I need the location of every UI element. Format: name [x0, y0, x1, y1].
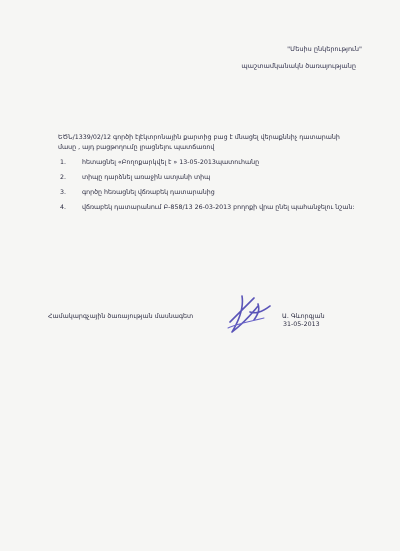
- header-recipient: պաշտամկանակն ծառայությանը: [241, 62, 356, 70]
- handwritten-signature: [224, 292, 276, 336]
- list-item-text: տիպը դարձնել առաջին ատյանի տիպ: [82, 174, 211, 181]
- request-list: [60, 158, 360, 218]
- signer-role: Համակարգչային ծառայության մասնագետ: [48, 313, 194, 320]
- header-company: "Մեսիս ընկերություն": [287, 45, 362, 53]
- list-item-text: հետացնել «Բողոքարկվել է » 13-05-2013պատուհանը: [82, 159, 260, 166]
- list-item-text: գործը հեռացնել վճռաբեկ դատարանից: [82, 189, 215, 196]
- list-item: [60, 173, 360, 183]
- intro-paragraph: ԵԾՆ/1339/02/12 գործի էլէկտրոնային քարտից բաց է մնացել վերաքննիչ դատարանի մասը , այդ բացթողումը լրացնելու պատճառով: [58, 134, 340, 151]
- signer-name: Ա. Գևորգյան: [282, 313, 325, 320]
- list-item-number: 4.: [60, 204, 67, 211]
- list-item-number: 3.: [60, 189, 67, 196]
- list-item: [60, 188, 360, 198]
- list-item: [60, 203, 360, 213]
- list-item-text: վճռաբեկ դատարանում Բ-858/13 26-03-2013 բողոքի վրա ընել պահանջելու նշան:: [82, 204, 355, 211]
- signature-date: 31-05-2013: [283, 321, 320, 328]
- list-item: [60, 158, 360, 168]
- list-item-number: 1.: [60, 159, 67, 166]
- list-item-number: 2.: [60, 174, 67, 181]
